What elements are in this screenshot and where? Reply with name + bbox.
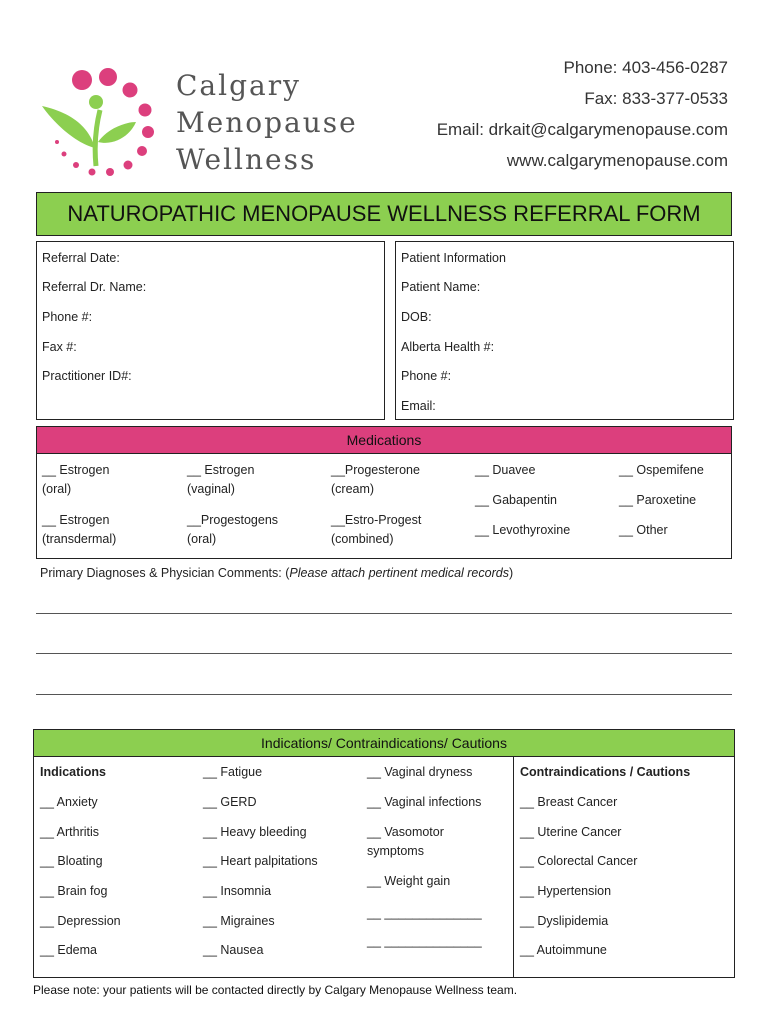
contraindications-divider [513,756,514,978]
med-ospemifene[interactable]: __ Ospemifene [619,463,704,477]
logo-text-line-3: Wellness [176,143,317,176]
referral-dr-name-field[interactable]: Referral Dr. Name: [42,280,147,294]
ind-heart-palpitations[interactable]: __ Heart palpitations [203,854,318,868]
logo-text-line-2: Menopause [176,106,358,139]
referral-date-field[interactable]: Referral Date: [42,251,120,265]
ind-blank-2[interactable]: __ ______________ [367,934,482,948]
diagnoses-label [40,566,513,580]
ci-breast-cancer[interactable]: __ Breast Cancer [520,795,618,809]
comment-line-1[interactable] [36,613,732,614]
contraindications-col-title: Contraindications / Cautions [520,765,691,779]
form-title: NATUROPATHIC MENOPAUSE WELLNESS REFERRAL FORM [36,192,732,236]
practitioner-id-field[interactable]: Practitioner ID#: [42,369,132,383]
ind-migraines[interactable]: __ Migraines [203,914,275,928]
comment-line-2[interactable] [36,653,732,654]
ind-anxiety[interactable]: __ Anxiety [40,795,98,809]
ci-autoimmune[interactable]: __ Autoimmune [520,943,607,957]
med-gabapentin[interactable]: __ Gabapentin [475,493,558,507]
patient-info-box [395,241,734,420]
diagnoses-label-text: Primary Diagnoses & Physician Comments: ( [40,566,290,580]
ind-nausea[interactable]: __ Nausea [203,943,264,957]
med-levothyroxine[interactable]: __ Levothyroxine [475,523,571,537]
clinic-logo-icon [38,66,158,181]
med-estrogen-oral[interactable]: __ Estrogen (oral) [42,463,110,496]
ind-vaginal-dryness[interactable]: __ Vaginal dryness [367,765,473,779]
comment-line-3[interactable] [36,694,732,695]
referral-phone-field[interactable]: Phone #: [42,310,93,324]
med-estro-progest-combined[interactable]: __Estro-Progest (combined) [331,513,422,546]
footer-note: Please note: your patients will be contacted directly by Calgary Menopause Wellness team. [33,983,518,997]
med-estrogen-transdermal[interactable]: __ Estrogen (transdermal) [42,513,117,546]
contact-website[interactable]: www.calgarymenopause.com [506,151,728,170]
medications-heading: Medications [36,426,732,454]
med-estrogen-vaginal[interactable]: __ Estrogen (vaginal) [187,463,255,496]
ind-weight-gain[interactable]: __ Weight gain [367,874,451,888]
ind-vaginal-infections[interactable]: __ Vaginal infections [367,795,482,809]
ind-gerd[interactable]: __ GERD [203,795,257,809]
ci-colorectal-cancer[interactable]: __ Colorectal Cancer [520,854,638,868]
med-paroxetine[interactable]: __ Paroxetine [619,493,697,507]
med-other[interactable]: __ Other [619,523,668,537]
med-duavee[interactable]: __ Duavee [475,463,536,477]
ind-blank-1[interactable]: __ ______________ [367,906,482,920]
patient-dob-field[interactable]: DOB: [401,310,432,324]
patient-email-field[interactable]: Email: [401,399,436,413]
ind-depression[interactable]: __ Depression [40,914,121,928]
indications-heading: Indications/ Contraindications/ Cautions [33,729,735,757]
ind-brain-fog[interactable]: __ Brain fog [40,884,108,898]
diagnoses-label-close: ) [508,566,514,580]
alberta-health-field[interactable]: Alberta Health #: [401,340,495,354]
ci-hypertension[interactable]: __ Hypertension [520,884,612,898]
indications-col-title: Indications [40,765,106,779]
med-progestogens-oral[interactable]: __Progestogens (oral) [187,513,279,546]
referral-info-box [36,241,385,420]
diagnoses-note: Please attach pertinent medical records [289,566,509,580]
patient-name-field[interactable]: Patient Name: [401,280,481,294]
patient-phone-field[interactable]: Phone #: [401,369,452,383]
contact-fax: Fax: 833-377-0533 [584,89,728,108]
logo-text-line-1: Calgary [176,69,301,102]
ind-edema[interactable]: __ Edema [40,943,97,957]
ci-uterine-cancer[interactable]: __ Uterine Cancer [520,825,622,839]
ind-fatigue[interactable]: __ Fatigue [203,765,263,779]
ci-dyslipidemia[interactable]: __ Dyslipidemia [520,914,609,928]
contact-phone: Phone: 403-456-0287 [563,58,728,77]
contact-email[interactable]: Email: drkait@calgarymenopause.com [436,120,728,139]
ind-bloating[interactable]: __ Bloating [40,854,103,868]
ind-heavy-bleeding[interactable]: __ Heavy bleeding [203,825,307,839]
referral-fax-field[interactable]: Fax #: [42,340,77,354]
ind-vasomotor-symptoms[interactable]: __ Vasomotor symptoms [367,825,444,858]
ind-insomnia[interactable]: __ Insomnia [203,884,272,898]
patient-info-heading: Patient Information [401,251,506,265]
med-progesterone-cream[interactable]: __Progesterone (cream) [331,463,420,496]
ind-arthritis[interactable]: __ Arthritis [40,825,100,839]
